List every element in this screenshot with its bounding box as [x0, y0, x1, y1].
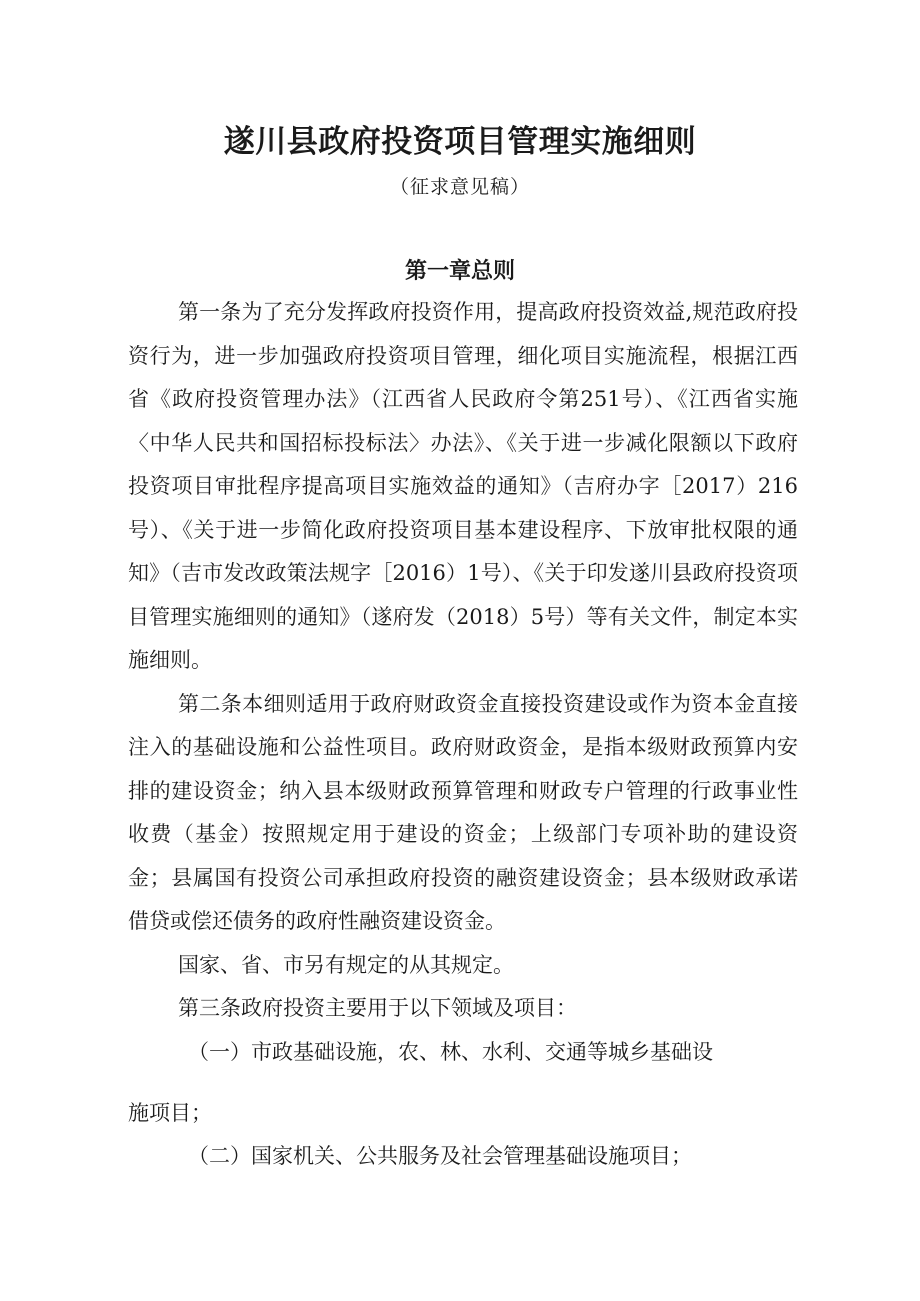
- article-1: 第一条为了充分发挥政府投资作用，提高政府投资效益,规范政府投资行为，进一步加强政府投资项目管理，细化项目实施流程，根据江西省《政府投资管理办法》（江西省人民政府令第251号）、《江西省实施〈中华人民共和国招标投标法〉办法》、《关于进一步减化限额以下政府投资项目审批程序提高项目实施效益的通知》（吉府办字［2017）216号）、《关于进一步简化政府投资项目基本建设程序、下放审批权限的通知》（吉市发改政策法规字［2016）1号）、《关于印发遂川县政府投资项目管理实施细则的通知》（遂府发（2018）5号）等有关文件，制定本实施细则。: [128, 300, 798, 672]
- document-body: [128, 291, 798, 1031]
- list-item-1-line2: 施项目；: [128, 1101, 212, 1125]
- article-3: 第三条政府投资主要用于以下领域及项目：: [178, 996, 577, 1020]
- article-2-note: 国家、省、市另有规定的从其规定。: [178, 952, 514, 977]
- document-subtitle: （征求意见稿）: [389, 176, 530, 198]
- document-title: 遂川县政府投资项目管理实施细则: [223, 124, 697, 160]
- list-item-1-line1: （一）市政基础设施，农、林、水利、交通等城乡基础设: [188, 1040, 713, 1064]
- list-item-2: （二）国家机关、公共服务及社会管理基础设施项目；: [188, 1144, 692, 1168]
- article-2: 第二条本细则适用于政府财政资金直接投资建设或作为资本金直接注入的基础设施和公益性项目。政府财政资金，是指本级财政预算内安排的建设资金；纳入县本级财政预算管理和财政专户管理的行政事业性收费（基金）按照规定用于建设的资金；上级部门专项补助的建设资金；县属国有投资公司承担政府投资的融资建设资金；县本级财政承诺借贷或偿还债务的政府性融资建设资金。: [128, 691, 798, 933]
- chapter-heading: 第一章总则: [404, 259, 515, 284]
